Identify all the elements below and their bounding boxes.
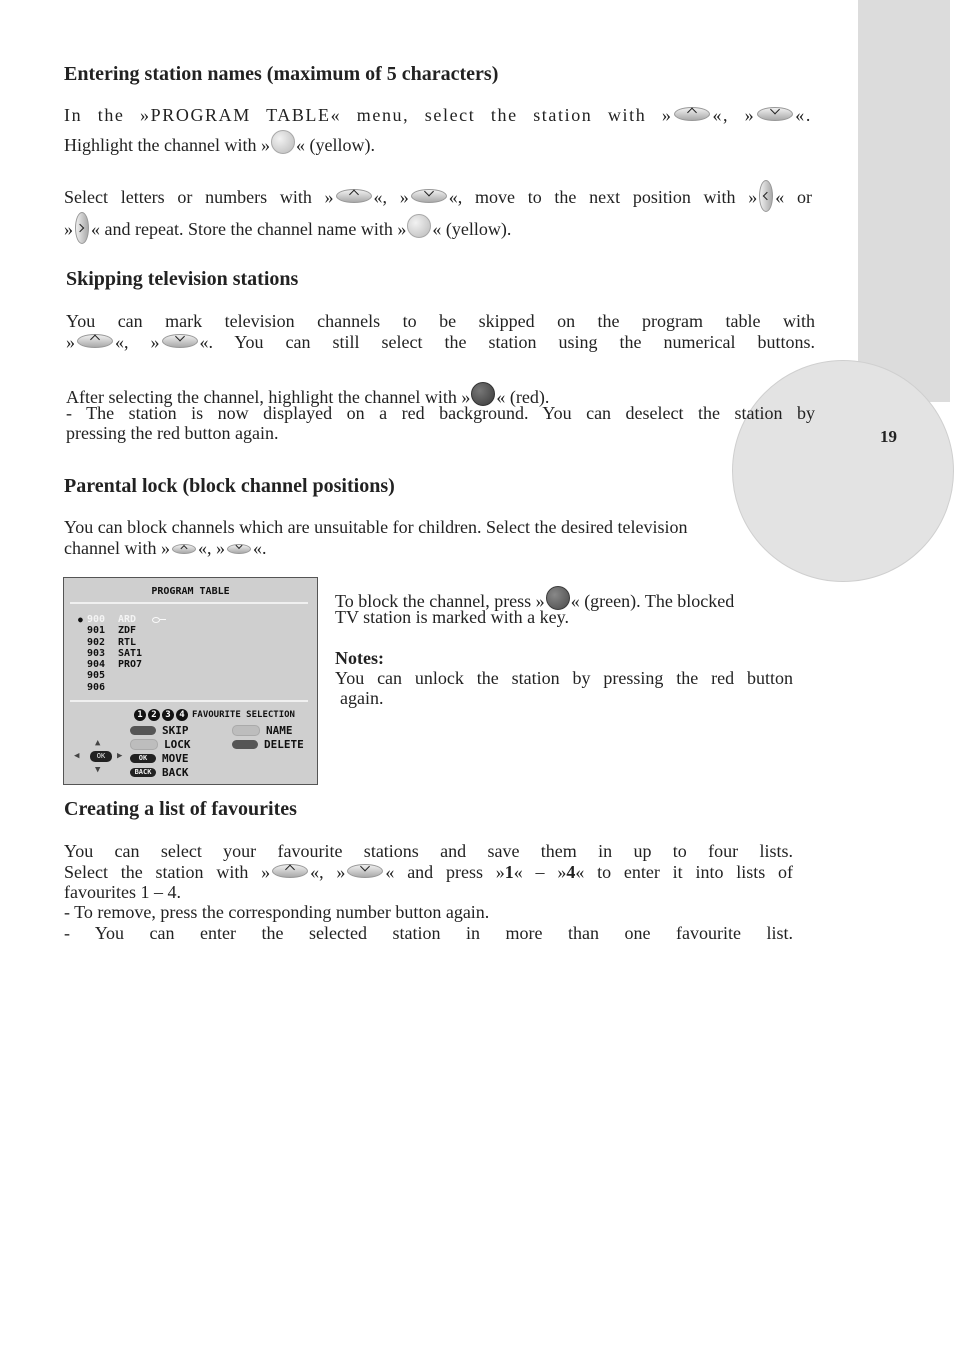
move-option	[130, 752, 189, 765]
down-arrow-icon	[162, 334, 198, 348]
text: To block the channel, press »	[335, 591, 545, 611]
nav-ok-icon: OK	[90, 751, 112, 762]
channel-name: ZDF	[118, 625, 137, 637]
channel-number: 901	[87, 625, 106, 637]
delete-label: DELETE	[264, 738, 304, 751]
paragraph-store-name	[64, 212, 812, 244]
channel-list	[78, 614, 160, 693]
text: - You can enter the selected station in more than one favourite list.	[64, 923, 793, 943]
nav-left-icon: ◀	[74, 751, 80, 761]
text: TV station is marked with a key.	[335, 607, 569, 627]
skip-label: SKIP	[162, 724, 189, 737]
left-arrow-icon	[759, 180, 773, 212]
page-number: 19	[880, 427, 897, 446]
channel-row	[78, 637, 160, 648]
channel-number: 902	[87, 636, 106, 648]
paragraph-press-numbers	[64, 862, 793, 883]
text: «, »	[712, 105, 756, 125]
name-option	[232, 724, 293, 737]
text: «, move to the next position with »	[448, 187, 758, 207]
channel-name: SAT1	[118, 647, 143, 659]
channel-row	[78, 670, 160, 681]
yellow-key-icon	[232, 725, 260, 736]
text: favourites 1 – 4.	[64, 882, 181, 902]
text: You can unlock the station by pressing the red button	[335, 668, 793, 688]
channel-number: 906	[87, 681, 106, 693]
text: You can mark television channels to be skipped on the program table with	[66, 311, 815, 331]
paragraph-remove	[64, 902, 793, 923]
back-label: BACK	[162, 766, 189, 779]
text: »	[64, 219, 73, 239]
paragraph-favourites-range	[64, 882, 793, 903]
text: 4	[566, 862, 576, 882]
navigation-cross	[74, 738, 134, 778]
paragraph-select-favourites	[64, 841, 793, 862]
text: - The station is now displayed on a red background. You can deselect the station by	[66, 403, 815, 423]
nav-right-icon: ▶	[117, 751, 123, 761]
text: « (green). The blocked	[570, 591, 735, 611]
channel-number: 903	[87, 647, 106, 659]
notes-text	[335, 668, 793, 689]
text: « (yellow).	[432, 219, 512, 239]
text: « – »	[513, 862, 567, 882]
paragraph-mark-skip-cont	[66, 332, 815, 353]
paragraph-select-station	[64, 105, 812, 126]
red-key-icon	[130, 726, 156, 735]
selection-marker-icon: ●	[78, 615, 83, 624]
program-table-screenshot	[63, 577, 318, 785]
paragraph-marked-key	[335, 607, 793, 628]
text: - To remove, press the corresponding number button again.	[64, 902, 490, 922]
up-arrow-icon	[336, 189, 372, 203]
number-3-icon: 3	[162, 709, 174, 721]
paragraph-highlight-yellow	[64, 130, 812, 156]
text: Select letters or numbers with »	[64, 187, 334, 207]
channel-name: RTL	[118, 636, 137, 648]
skip-option	[130, 724, 189, 737]
text: « or	[775, 187, 812, 207]
yellow-button-icon	[271, 130, 295, 154]
number-2-icon: 2	[148, 709, 160, 721]
number-1-icon: 1	[134, 709, 146, 721]
lock-option	[130, 738, 191, 751]
nav-up-icon: ▲	[95, 738, 101, 748]
channel-name: ARD	[118, 614, 137, 625]
down-arrow-icon	[411, 189, 447, 203]
text: In the »PROGRAM TABLE« menu, select the station with »	[64, 105, 673, 125]
channel-row	[78, 682, 160, 693]
channel-row	[78, 648, 160, 659]
up-arrow-icon	[77, 334, 113, 348]
text: « (red).	[496, 387, 550, 407]
text: Select the station with »	[64, 862, 271, 882]
paragraph-multiple-lists	[64, 923, 793, 944]
ok-key-icon: OK	[130, 754, 156, 763]
green-key-icon	[130, 739, 158, 750]
paragraph-select-letters	[64, 180, 812, 212]
favourite-selection-row	[134, 709, 295, 721]
text: «, »	[310, 862, 346, 882]
program-table-title: PROGRAM TABLE	[151, 586, 230, 597]
up-arrow-icon	[674, 107, 710, 121]
back-key-icon: BACK	[130, 768, 156, 777]
paragraph-press-red-again	[66, 423, 815, 444]
text: «.	[795, 105, 812, 125]
paragraph-block-channels	[64, 517, 792, 538]
text: 1	[504, 862, 514, 882]
paragraph-mark-skip	[66, 311, 815, 332]
text: again.	[340, 688, 384, 708]
move-label: MOVE	[162, 752, 189, 765]
down-arrow-icon	[347, 864, 383, 878]
key-icon	[152, 617, 160, 623]
text: You can select your favourite stations and save them in up to four lists.	[64, 841, 793, 861]
channel-number: 900	[87, 614, 106, 625]
text: Highlight the channel with »	[64, 135, 270, 155]
text: « and press »	[385, 862, 505, 882]
channel-row	[78, 659, 160, 670]
down-arrow-icon	[757, 107, 793, 121]
channel-row	[78, 614, 160, 625]
favourite-selection-label: FAVOURITE SELECTION	[192, 710, 295, 720]
text: «, »	[373, 187, 409, 207]
yellow-button-icon	[407, 214, 431, 238]
text: « to enter it into lists of	[575, 862, 794, 882]
heading-list-of-favourites: Creating a list of favourites	[64, 798, 297, 820]
text: «, »	[115, 332, 160, 352]
channel-row	[78, 625, 160, 636]
up-arrow-icon	[272, 864, 308, 878]
text: After selecting the channel, highlight the channel with »	[66, 387, 471, 407]
text: channel with »	[64, 538, 170, 558]
right-arrow-icon	[75, 212, 89, 244]
text: « (yellow).	[295, 135, 375, 155]
paragraph-block-channels-cont	[64, 538, 792, 559]
heading-entering-station-names: Entering station names (maximum of 5 characters)	[64, 63, 499, 85]
lock-label: LOCK	[164, 738, 191, 751]
text: «, »	[197, 538, 225, 558]
down-arrow-icon	[227, 544, 251, 554]
text: «. You can still select the station using the numerical buttons.	[199, 332, 816, 352]
text: »	[66, 332, 75, 352]
heading-parental-lock: Parental lock (block channel positions)	[64, 475, 395, 497]
text: « and repeat. Store the channel name with »	[91, 219, 407, 239]
blue-key-icon	[232, 740, 258, 749]
name-label: NAME	[266, 724, 293, 737]
back-option	[130, 766, 189, 779]
notes-title: Notes:	[335, 648, 384, 668]
delete-option	[232, 738, 304, 751]
divider	[70, 602, 308, 604]
up-arrow-icon	[172, 544, 196, 554]
paragraph-red-background	[66, 403, 815, 424]
channel-name: PRO7	[118, 659, 143, 671]
text: pressing the red button again.	[66, 423, 279, 443]
text: «.	[252, 538, 267, 558]
heading-skipping-stations: Skipping television stations	[66, 268, 299, 290]
number-4-icon: 4	[176, 709, 188, 721]
text: You can block channels which are unsuitable for children. Select the desired television	[64, 517, 688, 537]
side-tab-strip	[858, 0, 950, 402]
channel-number: 905	[87, 670, 106, 682]
divider	[70, 700, 308, 702]
channel-number: 904	[87, 659, 106, 671]
nav-down-icon: ▼	[95, 765, 101, 775]
notes-text-cont	[340, 688, 793, 709]
